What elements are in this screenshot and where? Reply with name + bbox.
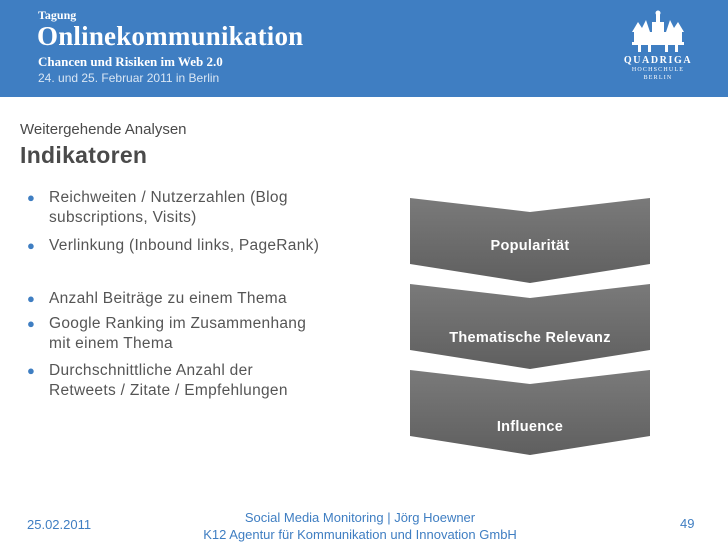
page-title: Indikatoren bbox=[20, 142, 148, 168]
bullet-dot-icon: ● bbox=[27, 291, 36, 306]
list-item-line: Durchschnittliche Anzahl der bbox=[49, 362, 253, 379]
list-item bbox=[27, 236, 319, 256]
event-label: Tagung bbox=[38, 8, 77, 22]
quadriga-chariot-icon bbox=[628, 10, 688, 54]
list-item-line: Retweets / Zitate / Empfehlungen bbox=[49, 382, 288, 399]
list-item bbox=[27, 289, 287, 309]
list-item bbox=[27, 314, 306, 354]
chevron-label: Influence bbox=[496, 419, 564, 435]
list-item-line: Google Ranking im Zusammenhang bbox=[49, 315, 307, 332]
footer-line-1: Social Media Monitoring | Jörg Hoewner bbox=[244, 510, 476, 525]
chevron-thematische-relevanz bbox=[410, 284, 650, 369]
chevron-popularitaet bbox=[410, 198, 650, 283]
list-item bbox=[27, 361, 288, 401]
footer-date: 25.02.2011 bbox=[27, 517, 92, 532]
event-title: Onlinekommunikation bbox=[37, 21, 304, 51]
footer-line-2: K12 Agentur für Kommunikation und Innovation GmbH bbox=[203, 527, 517, 542]
bullet-dot-icon: ● bbox=[27, 190, 36, 205]
bullet-dot-icon: ● bbox=[27, 316, 36, 331]
event-date: 24. und 25. Februar 2011 in Berlin bbox=[38, 71, 220, 85]
list-item-line: Reichweiten / Nutzerzahlen (Blog bbox=[49, 189, 288, 206]
list-item-line: mit einem Thema bbox=[49, 335, 173, 352]
logo-sub-2: BERLIN bbox=[643, 75, 673, 81]
quadriga-logo bbox=[616, 10, 700, 92]
logo-name: QUADRIGA bbox=[623, 55, 693, 66]
list-item bbox=[27, 188, 288, 228]
logo-sub-1: HOCHSCHULE bbox=[631, 67, 685, 73]
section-label: Weitergehende Analysen bbox=[20, 121, 187, 138]
chevron-influence bbox=[410, 370, 650, 455]
page-number: 49 bbox=[680, 516, 695, 531]
footer-credits bbox=[170, 509, 550, 543]
header-banner bbox=[0, 0, 728, 97]
chevron-label: Thematische Relevanz bbox=[449, 330, 611, 346]
bullet-dot-icon: ● bbox=[27, 238, 36, 253]
list-item-line: Anzahl Beiträge zu einem Thema bbox=[49, 290, 287, 307]
chevron-label: Popularität bbox=[490, 238, 570, 254]
bullet-dot-icon: ● bbox=[27, 363, 36, 378]
event-subtitle: Chancen und Risiken im Web 2.0 bbox=[38, 54, 223, 69]
list-item-line: subscriptions, Visits) bbox=[49, 209, 197, 226]
list-item-line: Verlinkung (Inbound links, PageRank) bbox=[49, 237, 320, 254]
